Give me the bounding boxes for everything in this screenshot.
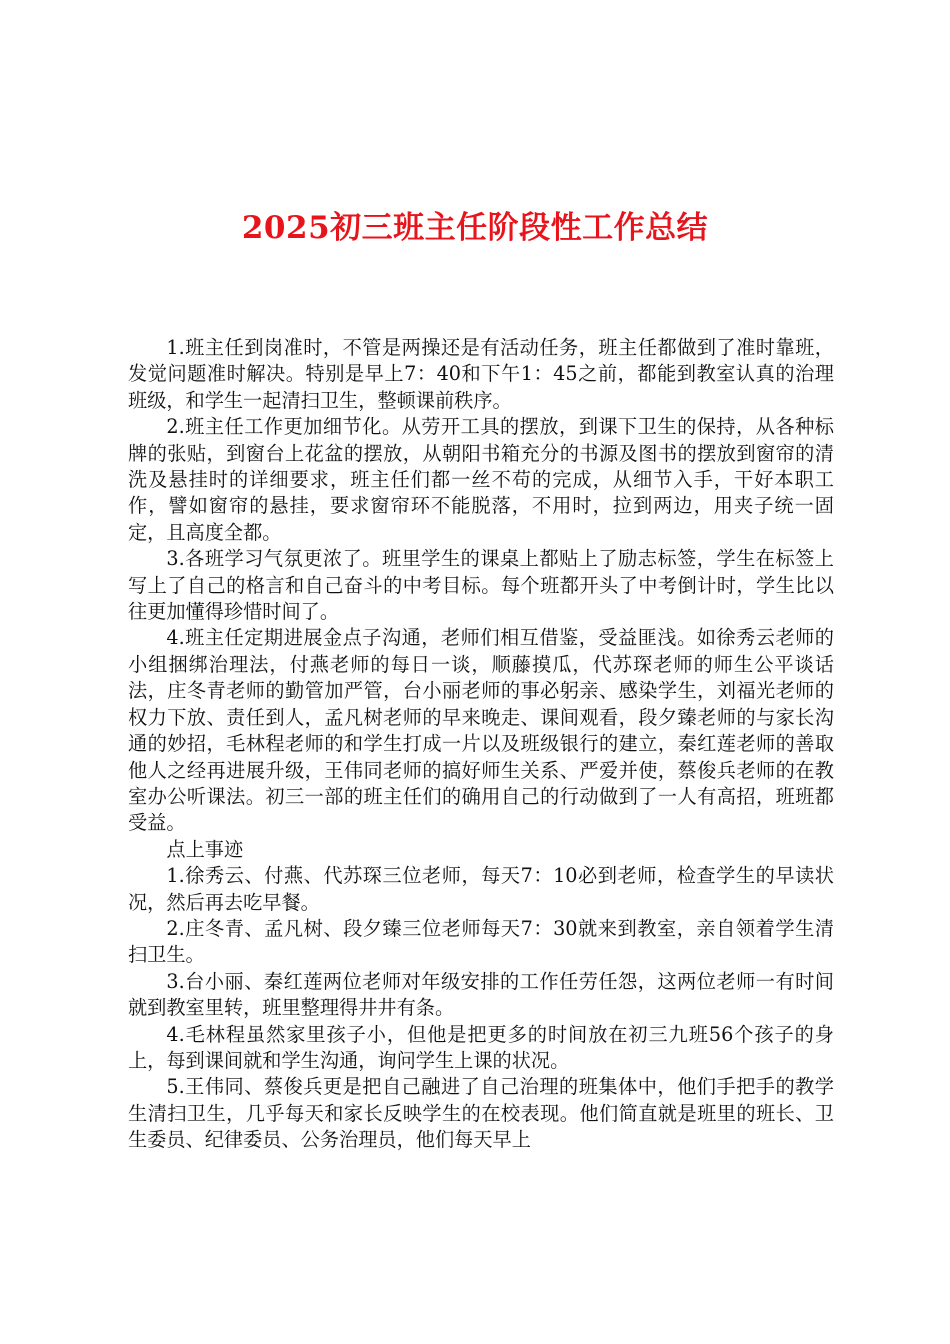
paragraph-3: 3.各班学习气氛更浓了。班里学生的课桌上都贴上了励志标签，学生在标签上写上了自己的格言和自己奋斗的中考目标。每个班都开头了中考倒计时，学生比以往更加懂得珍惜时间了。 [128,547,834,624]
deed-item-5: 5.王伟同、蔡俊兵更是把自己融进了自己治理的班集体中，他们手把手的教学生清扫卫生，几乎每天和家长反映学生的在校表现。他们简直就是班里的班长、卫生委员、纪律委员、公务治理员，他们每天早上 [128,1075,834,1152]
deed-item-4: 4.毛林程虽然家里孩子小，但他是把更多的时间放在初三九班56个孩子的身上，每到课间就和学生沟通，询问学生上课的状况。 [128,1022,834,1072]
paragraph-1: 1.班主任到岗准时，不管是两操还是有活动任务，班主任都做到了准时靠班，发觉问题准时解决。特别是早上7：40和下午1：45之前，都能到教室认真的治理班级，和学生一起清扫卫生，整顿课前秩序。 [128,336,834,412]
section-heading: 点上事迹 [166,837,244,861]
deed-item-1: 1.徐秀云、付燕、代苏琛三位老师，每天7：10必到老师，检查学生的早读状况，然后再去吃早餐。 [128,864,834,914]
paragraph-2: 2.班主任工作更加细节化。从劳开工具的摆放，到课下卫生的保持，从各种标牌的张贴，到窗台上花盆的摆放，从朝阳书箱充分的书源及图书的摆放到窗帘的清洗及悬挂时的详细要求，班主任们都一丝不苟的完成，从细节入手，干好本职工作，譬如窗帘的悬挂，要求窗帘环不能脱落，不用时，拉到两边，用夹子统一固定，且高度全都。 [128,415,834,544]
document-body [128,335,834,1154]
document-title: 2025初三班主任阶段性工作总结 [241,210,709,246]
deed-item-3: 3.台小丽、秦红莲两位老师对年级安排的工作任劳任怨，这两位老师一有时间就到教室里转，班里整理得井井有条。 [128,969,834,1020]
paragraph-4: 4.班主任定期进展金点子沟通，老师们相互借鉴，受益匪浅。如徐秀云老师的小组捆绑治理法，付燕老师的每日一谈，顺藤摸瓜，代苏琛老师的师生公平谈话法，庄冬青老师的勤管加严管，台小丽老师的事必躬亲、感染学生，刘福光老师的权力下放、责任到人，孟凡树老师的早来晚走、课间观看，段夕臻老师的与家长沟通的妙招，毛林程老师的和学生打成一片以及班级银行的建立，秦红莲老师的善取他人之经再进展升级，王伟同老师的搞好师生关系、严爱并使，蔡俊兵老师的在教室办公听课法。初三一部的班主任们的确用自己的行动做到了一人有高招，班班都受益。 [128,626,834,835]
deed-item-2: 2.庄冬青、孟凡树、段夕臻三位老师每天7：30就来到教室，亲自领着学生清扫卫生。 [128,916,834,967]
